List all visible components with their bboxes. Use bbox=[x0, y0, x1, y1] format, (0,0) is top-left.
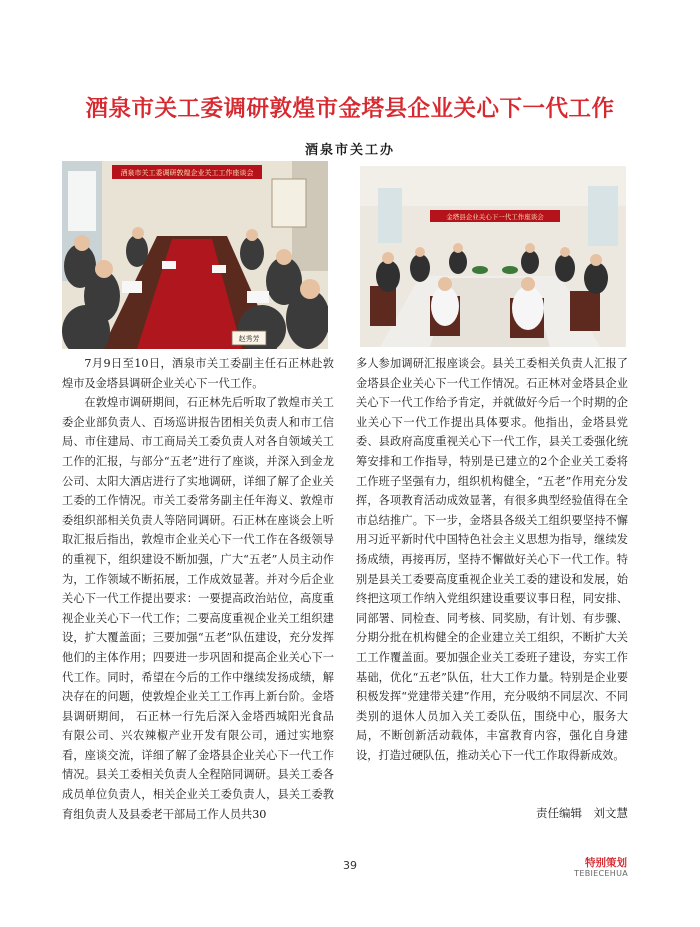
editor-credit: 责任编辑 刘文慧 bbox=[536, 806, 628, 820]
meeting-photo-left-image bbox=[62, 161, 328, 349]
section-label-en: TEBIECEHUA bbox=[574, 869, 628, 878]
nameplate-text: 赵秀芳 bbox=[238, 335, 260, 343]
meeting-photo-left bbox=[62, 161, 328, 349]
paragraph: 7月9日至10日，酒泉市关工委副主任石正林赴敦煌市及金塔县调研企业关心下一代工作。 bbox=[62, 357, 334, 390]
paragraph: 在敦煌市调研期间，石正林先后听取了敦煌市关工委企业部负责人、百场巡讲报告团相关负责人和市工信局、市住建局、市工商局关工委负责人对各自领域关工工作的汇报，与部分“五老”进行了座谈，并深入到金龙公司、太阳大酒店进行了实地调研，详细了解了企业关工委的工作情况。市关工委常务副主任年海义、敦煌市委组织部相关负责人等陪同调研。石正林在座谈会上听取汇报后指出，敦煌市企业关心下一代工作在各级领导的重视下，组织建设不断加强，广大“五老”人员主动作为，工作领域不断拓展，工作成效显著。并对今后企业关心下一代工作提出要求：一要提高政治站位，高度重视企业关心下一代工作；二要高度重视企业关工组织建设，扩大覆盖面；三要加强“五老”队伍建设，充分发挥他们的主体作用；四要进一步巩固和提高企业关心下一代工作。同时，希望在今后的工作中继续发扬成绩，解决存在的问题，使敦煌企业关工工作再上新台阶。金塔县调研期间， 石正林一行先后深入金塔西城阳光食品有限公司、兴农辣椒产业开发有限公司，通过实地察看，座谈交流，详细了解了金塔县企业关心下一代工作情况。县关工委相关负责人全程陪同调研。县关工委各成员单位负责人，相关企业关工委负责人，县关工委教育组负责人及县委老干部局工作人员共30 bbox=[62, 396, 334, 821]
meeting-photo-right-image bbox=[360, 166, 626, 347]
article-author: 酒泉市关工办 bbox=[304, 143, 395, 158]
section-label-cn: 特别策划 bbox=[585, 857, 627, 869]
meeting-photo-right bbox=[360, 166, 626, 347]
article-title: 酒泉市关工委调研敦煌市金塔县企业关心下一代工作 bbox=[85, 96, 615, 122]
article-column-left bbox=[62, 354, 334, 844]
photo-banner-right-text: 金塔县企业关心下一代工作座谈会 bbox=[446, 213, 544, 221]
page-number: 39 bbox=[343, 859, 357, 872]
paragraph-continued: 多人参加调研汇报座谈会。县关工委相关负责人汇报了金塔县企业关心下一代工作情况。石正林对金塔县企业关心下一代工作给予肯定，并就做好今后一个时期的企业关心下一代工作提出具体要求。他指出，金塔县党委、县政府高度重视关心下一代工作，县关工委强化统筹安排和工作指导，特别是已建立的2个企业关工委将工作班子坚强有力，组织机构健全，“五老”作用充分发挥，各项教育活动成效显著，有很多典型经验值得在全市总结推广。下一步，金塔县各级关工组织要坚持不懈用习近平新时代中国特色社会主义思想为指导，继续发扬成绩，再接再厉，坚持不懈做好关心下一代工作。特别是县关工委要高度重视企业关工委的建设和发展，始终把这项工作纳入党组织建设重要议事日程，同安排、同部署、同检查、同考核、同奖励，有计划、有步骤、分期分批在机构健全的企业建立关工组织，不断扩大关工工作覆盖面。要加强企业关工委班子建设，夯实工作基础，优化“五老”队伍，壮大工作力量。特别是企业要积极发挥“党建带关建”作用，充分吸纳不同层次、不同类别的退休人员加入关工委队伍，围绕中心，服务大局，不断创新活动载体，丰富教育内容，强化自身建设，打造过硬队伍，推动关心下一代工作取得新成效。 bbox=[356, 357, 628, 762]
article-column-right bbox=[356, 354, 628, 804]
photo-banner-left-text: 酒泉市关工委调研敦煌企业关工工作座谈会 bbox=[120, 169, 254, 177]
